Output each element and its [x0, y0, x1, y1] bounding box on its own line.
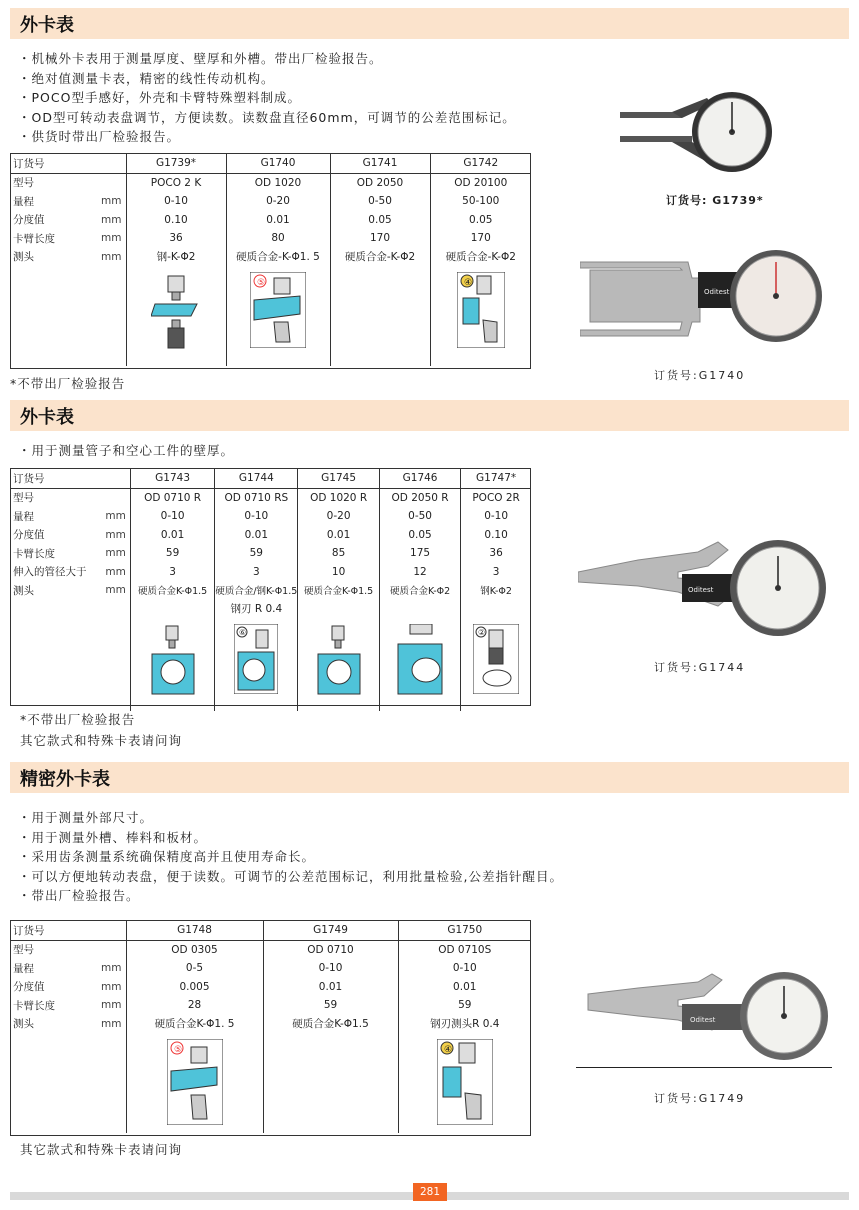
schematic-row [10, 266, 531, 366]
section-header-3 [10, 762, 849, 793]
feature-item: ・用于测量外槽、棒料和板材。 [18, 829, 208, 845]
photo-caption: 订货号:G1749 [654, 1092, 746, 1105]
order-number: G1739* [126, 154, 226, 173]
feature-list [18, 441, 234, 461]
divider [576, 1067, 832, 1068]
spec-table-3 [10, 921, 531, 1133]
schematic-mark: ④ [443, 1045, 452, 1055]
footnote: 其它款式和特殊卡表请问询 [20, 1142, 183, 1157]
feature-item: ・OD型可转动表盘调节，方便读数。读数盘直径60mm，可调节的公差范围标记。 [18, 109, 516, 125]
table-row: 卡臂长度 mm 36 80 170 170 [10, 229, 531, 248]
pipe-probe-schematic-icon [234, 624, 278, 694]
section-title: 外卡表 [20, 15, 74, 36]
table-row: 型号 OD 0710 R OD 0710 RS OD 1020 R OD 2050 R POCO 2R [10, 488, 531, 507]
feature-item: ・用于测量管子和空心工件的壁厚。 [18, 443, 235, 458]
feature-item: ・POCO型手感好，外壳和卡臂特殊塑料制成。 [18, 90, 301, 105]
table-row: 量程 mm 0-10 0-20 0-50 50-100 [10, 192, 531, 211]
section-title: 外卡表 [20, 407, 74, 428]
schematic-row [10, 1033, 531, 1133]
pipe-probe-schematic-icon [392, 624, 448, 700]
header-label: 订货号 [10, 921, 126, 940]
order-number: G1742 [430, 154, 531, 173]
table-row: 量程 mm 0-5 0-10 0-10 [10, 959, 531, 978]
photo-caption: 订货号:G1744 [654, 661, 746, 674]
footnote: *不带出厂检验报告 [10, 376, 126, 391]
table-row: 型号 OD 0305 OD 0710 OD 0710S [10, 940, 531, 959]
od-caliper-photo [580, 236, 830, 354]
pipe-probe-schematic-icon [473, 624, 519, 694]
feature-list [18, 49, 516, 147]
precision-caliper-photo [578, 966, 830, 1066]
section-header-1 [10, 8, 849, 39]
page-number: 281 [413, 1183, 447, 1201]
pipe-probe-schematic-icon [314, 624, 364, 700]
footnote: 其它款式和特殊卡表请问询 [20, 733, 183, 748]
feature-item: ・绝对值测量卡表，精密的线性传动机构。 [18, 70, 275, 86]
order-number: G1743 [130, 469, 215, 488]
order-number: G1746 [379, 469, 460, 488]
feature-list [18, 808, 563, 906]
probe-schematic-icon [250, 272, 306, 348]
order-number: G1748 [126, 921, 263, 940]
order-number: G1745 [298, 469, 380, 488]
table-row: 卡臂长度 mm 28 59 59 [10, 996, 531, 1015]
order-number: G1749 [263, 921, 398, 940]
probe-schematic-icon [167, 1039, 223, 1125]
header-label: 订货号 [10, 154, 126, 173]
table-row: 分度值 mm 0.005 0.01 0.01 [10, 978, 531, 997]
spec-table-1 [10, 154, 531, 366]
feature-item: ・采用齿条测量系统确保精度高并且使用寿命长。 [18, 849, 316, 864]
table-row: 伸入的管径大于 mm 3 3 10 12 3 [10, 563, 531, 582]
order-number: G1747* [461, 469, 531, 488]
schematic-row [10, 618, 531, 711]
schematic-mark: ④ [463, 278, 472, 288]
feature-item: ・用于测量外部尺寸。 [18, 810, 154, 825]
order-number: G1744 [215, 469, 298, 488]
photo-caption: 订货号:G1740 [654, 369, 746, 382]
feature-item: ・供货时带出厂检验报告。 [18, 129, 181, 144]
section-title: 精密外卡表 [20, 769, 110, 790]
photo-caption: 订货号: G1739* [666, 194, 764, 207]
table-row: 测头 mm 钢-K-Φ2 硬质合金-K-Φ1. 5 硬质合金-K-Φ2 硬质合金-K-Φ2 [10, 248, 531, 267]
probe-schematic-icon [437, 1039, 493, 1125]
table-row: 卡臂长度 mm 59 59 85 175 36 [10, 544, 531, 563]
table-row: 钢刃 R 0.4 [10, 600, 531, 619]
table-row: 量程 mm 0-10 0-10 0-20 0-50 0-10 [10, 507, 531, 526]
table-row: 型号 POCO 2 K OD 1020 OD 2050 OD 20100 [10, 173, 531, 192]
feature-item: ・带出厂检验报告。 [18, 888, 140, 903]
section-header-2 [10, 400, 849, 431]
brand-label: Oditest [690, 1016, 716, 1024]
pipe-caliper-photo [578, 530, 828, 648]
pipe-probe-schematic-icon [148, 624, 198, 700]
feature-item: ・可以方便地转动表盘，便于读数。可调节的公差范围标记，利用批量检验,公差指针醒目。 [18, 868, 563, 884]
schematic-mark: ② [478, 628, 486, 637]
order-number: G1740 [226, 154, 330, 173]
brand-label: Oditest [704, 288, 730, 296]
table-row: 测头 mm 硬质合金K-Φ1.5 硬质合金/钢K-Φ1.5 硬质合金K-Φ1.5 硬质合金K-Φ2 钢K-Φ2 [10, 581, 531, 600]
spec-table-2 [10, 469, 531, 711]
brand-label: Oditest [688, 586, 714, 594]
schematic-mark: ⑤ [173, 1045, 182, 1055]
order-number: G1741 [330, 154, 430, 173]
table-row: 分度值 mm 0.01 0.01 0.01 0.05 0.10 [10, 526, 531, 545]
feature-item: ・机械外卡表用于测量厚度、壁厚和外槽。带出厂检验报告。 [18, 51, 383, 66]
table-row: 测头 mm 硬质合金K-Φ1. 5 硬质合金K-Φ1.5 钢刃测头R 0.4 [10, 1015, 531, 1034]
schematic-mark: ⑤ [257, 278, 266, 288]
table-row: 分度值 mm 0.10 0.01 0.05 0.05 [10, 211, 531, 230]
order-number: G1750 [398, 921, 531, 940]
schematic-mark: ⑥ [239, 628, 247, 637]
header-label: 订货号 [10, 469, 130, 488]
probe-schematic-icon [151, 272, 201, 356]
probe-schematic-icon [457, 272, 505, 348]
footnote: *不带出厂检验报告 [20, 712, 136, 727]
poco-caliper-photo [612, 88, 782, 184]
